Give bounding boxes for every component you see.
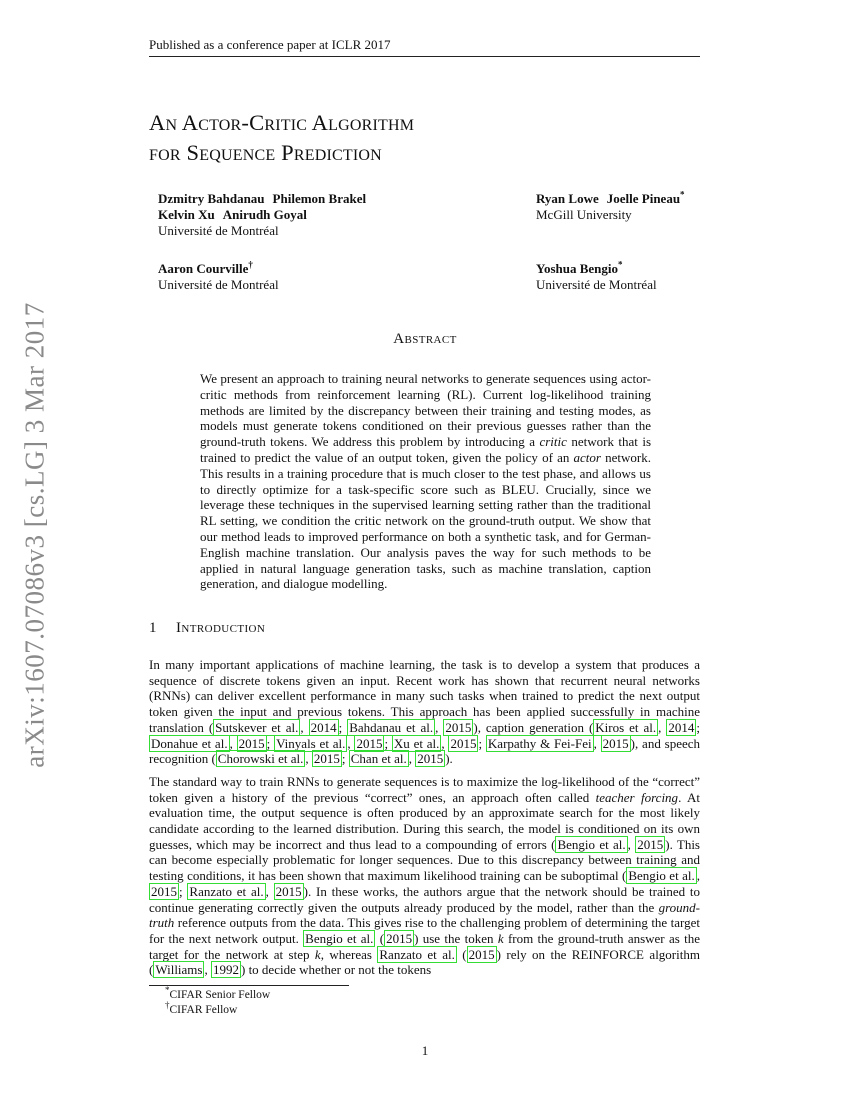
author-names-row: [536, 191, 685, 207]
text-run: network. This results in a training procedure that is much closer to the test phase, and allows us to directly optimize for a task-specific score such as BLEU. Crucially, since we leverage these techniques in the supervised learning setting rather than the traditional RL setting, we condition the critic network on the ground-truth output. We show that our method leads to improved performance on both a synthetic task, and for German-English machine translation. Our analysis paves the way for such methods to be applied in natural language generation tasks, such as machine translation, caption generation, and dialogue modelling.: [200, 449, 651, 592]
text-run: ,: [627, 836, 636, 852]
text-run: (: [375, 930, 385, 946]
citation-link[interactable]: 2015: [356, 735, 383, 751]
citation-link[interactable]: Donahue et al.: [151, 735, 228, 751]
citation-link[interactable]: Chan et al.: [350, 751, 407, 767]
text-run: ;: [478, 735, 486, 751]
paragraph-1: [149, 657, 700, 767]
text-run: , whereas: [320, 946, 378, 962]
text-run: The standard way to train RNNs to generate sequences is to maximize the log-likelihood of the “correct” token given a history of the previous “correct” ones, an approach often called: [149, 773, 700, 805]
math-variable: k: [314, 946, 321, 962]
text-run: ,: [435, 719, 444, 735]
citation-link[interactable]: Kiros et al.: [595, 719, 657, 735]
text-run: ). This can become especially problematic for longer sequences. Due to this discrepancy between training and testing conditions, it has been shown that maximum likelihood training can be suboptimal (: [149, 836, 700, 884]
author-name: Aaron Courville: [158, 261, 249, 276]
text-run: network that is trained to predict the value of an output token, given the policy of an: [200, 434, 652, 465]
author-names-row-2: [158, 207, 374, 223]
author-block-bengio: [536, 261, 657, 293]
text-run: ) use the token: [414, 930, 498, 946]
text-run: ;: [696, 719, 700, 735]
footnote-1: [165, 985, 271, 1003]
arxiv-identifier: arXiv:1607.07086v3 [cs.LG] 3 Mar 2017: [19, 302, 50, 768]
footnote-rule: [149, 985, 349, 986]
text-run: ,: [441, 735, 449, 751]
text-run: ).: [445, 751, 453, 767]
author-footnote-mark: †: [248, 259, 253, 270]
text-run: ,: [265, 883, 274, 899]
text-run: ;: [338, 719, 348, 735]
text-run: ), caption generation (: [473, 719, 594, 735]
running-header: Published as a conference paper at ICLR 2017: [149, 37, 700, 57]
section-number: 1: [149, 620, 157, 636]
footnote-mark: *: [165, 985, 170, 996]
paper-title: [149, 108, 414, 168]
citation-link[interactable]: 2015: [468, 946, 495, 962]
text-run: ), and speech recognition (: [149, 735, 700, 767]
author-footnote-mark: *: [618, 259, 623, 270]
citation-link[interactable]: 2015: [450, 735, 477, 751]
text-run: ,: [347, 735, 355, 751]
citation-link[interactable]: Chorowski et al.: [217, 751, 304, 767]
footnote-mark: †: [165, 1000, 170, 1011]
author-name: Philemon Brakel: [272, 191, 367, 206]
text-run: ,: [408, 751, 416, 767]
text-run: . At evaluation time, the output sequence is often produced by an approximate search for the most likely candidate according to the learned distribution. During this search, the model is conditioned on its own guesses, which may be incorrect and thus lead to a compounding of errors (: [149, 789, 700, 852]
body-text: [149, 657, 700, 985]
paragraph-2: [149, 774, 700, 978]
citation-link[interactable]: 2015: [417, 751, 444, 767]
abstract-heading: Abstract: [393, 331, 457, 347]
citation-link[interactable]: 2015: [151, 883, 177, 899]
author-block-montreal: [158, 191, 374, 239]
text-run: ) to decide whether or not the tokens: [240, 962, 432, 978]
arxiv-sidebar: [19, 295, 50, 775]
title-line-2: for Sequence Prediction: [149, 140, 382, 165]
author-names-row: [158, 261, 279, 277]
text-run: We present an approach to training neural networks to generate sequences using actor-critic methods from reinforcement learning (RL). Current log-likelihood training methods are limited by the discrepancy between their training and testing modes, as models must generate tokens conditioned on their previous guesses rather than the ground-truth tokens. We address this problem by introducing a: [200, 371, 651, 450]
page-number: 1: [421, 1043, 429, 1058]
text-run: ,: [300, 719, 309, 735]
citation-link[interactable]: Xu et al.: [393, 735, 440, 751]
text-run: ) rely on the REINFORCE algorithm (: [149, 946, 700, 978]
author-name: Yoshua Bengio: [536, 261, 618, 276]
footnotes: [165, 985, 271, 1018]
section-heading-introduction: [149, 620, 265, 637]
author-affiliation: McGill University: [536, 207, 632, 222]
citation-link[interactable]: 2015: [602, 735, 629, 751]
author-affiliation: Université de Montréal: [158, 277, 279, 292]
section-title: Introduction: [176, 620, 266, 636]
author-name: Ryan Lowe: [536, 191, 599, 206]
emphasis-actor: actor: [573, 449, 601, 465]
text-run: ;: [384, 735, 392, 751]
citation-link[interactable]: Bahdanau et al.: [349, 719, 434, 735]
citation-link[interactable]: 2014: [668, 719, 695, 735]
citation-link[interactable]: Vinyals et al.: [276, 735, 346, 751]
citation-link[interactable]: Ranzato et al.: [379, 946, 455, 962]
abstract-text: [200, 371, 651, 592]
emphasis-critic: critic: [539, 434, 567, 450]
text-run: ,: [658, 719, 667, 735]
citation-link[interactable]: Bengio et al.: [305, 930, 374, 946]
citation-link[interactable]: 1992: [212, 962, 239, 978]
text-run: ,: [204, 962, 211, 978]
footnote-text: CIFAR Fellow: [169, 1004, 238, 1016]
text-run: (: [456, 946, 467, 962]
author-affiliation: Université de Montréal: [158, 223, 279, 238]
citation-link[interactable]: Williams: [155, 962, 203, 978]
citation-link[interactable]: 2015: [275, 883, 302, 899]
text-run: ,: [229, 735, 237, 751]
text-run: reference outputs from the data. This gives rise to the challenging problem of determining the target for the next network output.: [149, 915, 700, 946]
author-names-row-1: [158, 191, 374, 207]
citation-link[interactable]: Ranzato et al.: [189, 883, 264, 899]
citation-link[interactable]: Bengio et al.: [628, 868, 695, 884]
math-variable: k: [497, 930, 504, 946]
text-run: from the ground-truth answer as the target for the network at step: [149, 930, 701, 962]
footnote-text: CIFAR Senior Fellow: [169, 989, 271, 1001]
text-run: ,: [696, 868, 700, 884]
title-line-1: An Actor-Critic Algorithm: [149, 110, 415, 135]
citation-link[interactable]: 2015: [637, 836, 664, 852]
author-footnote-mark: *: [680, 189, 685, 200]
author-block-mcgill: [536, 191, 685, 223]
text-run: ;: [341, 751, 349, 767]
citation-link[interactable]: Sutskever et al.: [215, 719, 299, 735]
author-name: Kelvin Xu: [158, 207, 215, 222]
author-name: Anirudh Goyal: [222, 207, 307, 222]
emphasis-ground-truth: ground-truth: [149, 899, 700, 931]
citation-link[interactable]: 2015: [445, 719, 472, 735]
citation-link[interactable]: 2015: [238, 735, 265, 751]
citation-link[interactable]: 2015: [313, 751, 340, 767]
text-run: ;: [179, 883, 188, 899]
citation-link[interactable]: 2015: [386, 930, 413, 946]
author-names-row: [536, 261, 657, 277]
author-name: Joelle Pineau: [606, 191, 681, 206]
text-run: In many important applications of machine learning, the task is to develop a system that produces a sequence of discrete tokens given an input. Recent work has shown that recurrent neural networks (RNNs) can deliver excellent performance in many such tasks when trained to predict the next output token given the input and previous tokens. This approach has been applied successfully in machine translation (: [149, 657, 700, 735]
citation-link[interactable]: Karpathy & Fei-Fei: [487, 735, 592, 751]
author-name: Dzmitry Bahdanau: [158, 191, 265, 206]
citation-link[interactable]: Bengio et al.: [557, 836, 626, 852]
text-run: ;: [266, 735, 275, 751]
footnote-2: [165, 1000, 270, 1018]
text-run: ,: [593, 735, 601, 751]
author-block-courville: [158, 261, 279, 293]
text-run: ,: [305, 751, 312, 767]
author-affiliation: Université de Montréal: [536, 277, 657, 292]
emphasis-teacher-forcing: teacher forcing: [595, 789, 679, 805]
citation-link[interactable]: 2014: [310, 719, 337, 735]
text-run: ). In these works, the authors argue that the network should be trained to continue generating correctly given the outputs already produced by the model, rather than the: [149, 883, 700, 915]
